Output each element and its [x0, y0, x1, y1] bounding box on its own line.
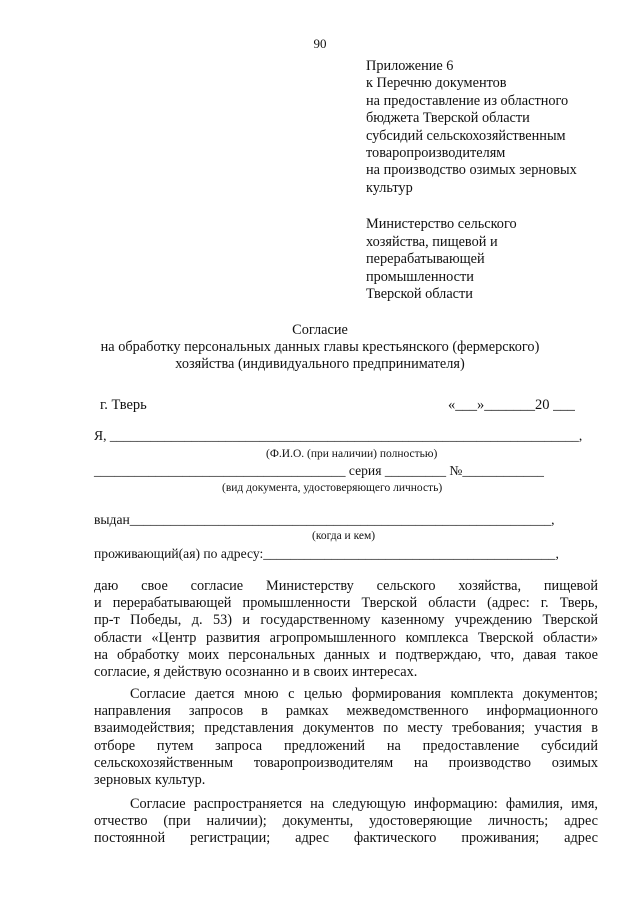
appendix-line: на производство озимых зерновых [366, 162, 577, 179]
paragraph-line: области «Центр развития агропромышленного комплекса Тверской области» [94, 629, 598, 646]
scope-paragraph [94, 796, 598, 848]
addressee-line: Тверской области [366, 286, 473, 303]
full-name-field: Я, _____________________________________________________________________, [94, 428, 583, 443]
document-title [0, 322, 640, 374]
paragraph-line: направления запросов в рамках межведомственного информационного [94, 703, 598, 720]
appendix-line: Приложение 6 [366, 58, 454, 74]
paragraph-line: пр-т Победы, д. 53) и государственному казенному учреждению Тверской [94, 612, 598, 629]
date-field: «___»_______20 ___ [448, 397, 575, 413]
paragraph-line: отборе путем запроса предложений на предоставление субсидий [94, 737, 598, 754]
appendix-header [366, 58, 626, 197]
paragraph-line: взаимодействия; представления документов по месту требования; участия в [94, 720, 598, 737]
id-document-field: _____________________________________ серия _________ №____________ [94, 463, 544, 478]
paragraph-line: даю свое согласие Министерству сельского хозяйства, пищевой [94, 578, 598, 594]
page-number: 90 [313, 36, 327, 51]
address-field: проживающий(ая) по адресу:___________________________________________, [94, 546, 559, 561]
appendix-line: на предоставление из областного [366, 92, 569, 109]
paragraph-line: зерновых культур. [94, 772, 206, 789]
paragraph-line: сельскохозяйственным товаропроизводителям на производство озимых [94, 754, 598, 771]
title-line: хозяйства (индивидуального предпринимателя) [175, 356, 465, 373]
paragraph-line: Согласие дается мною с целью формирования комплекта документов; [130, 686, 598, 702]
issued-by-field: выдан______________________________________________________________, [94, 512, 555, 527]
appendix-line: культур [366, 179, 413, 196]
purpose-paragraph [94, 686, 598, 789]
full-name-caption: (Ф.И.О. (при наличии) полностью) [266, 448, 438, 460]
appendix-line: бюджета Тверской области [366, 110, 530, 127]
addressee-line: Министерство сельского [366, 216, 517, 232]
title-line: Согласие [292, 322, 348, 338]
paragraph-line: постоянной регистрации; адрес фактического проживания; адрес [94, 830, 598, 847]
paragraph-line: согласие, я действую осознанно и в своих интересах. [94, 664, 418, 681]
paragraph-line: и перерабатывающей промышленности Тверской области (адрес: г. Тверь, [94, 595, 598, 612]
addressee-line: перерабатывающей [366, 251, 485, 268]
paragraph-line: отчество (при наличии); документы, удостоверяющие личность; адрес [94, 813, 598, 830]
paragraph-line: на обработку моих персональных данных и подтверждаю, что, давая такое [94, 646, 598, 663]
addressee-line: хозяйства, пищевой и [366, 233, 498, 250]
appendix-line: товаропроизводителям [366, 145, 506, 162]
appendix-line: к Перечню документов [366, 75, 507, 92]
title-line: на обработку персональных данных главы крестьянского (фермерского) [100, 339, 540, 356]
addressee-line: промышленности [366, 268, 474, 285]
paragraph-line: Согласие распространяется на следующую информацию: фамилия, имя, [130, 796, 598, 812]
consent-paragraph [94, 578, 598, 681]
id-document-caption: (вид документа, удостоверяющего личность) [222, 482, 443, 494]
city: г. Тверь [100, 397, 147, 413]
issued-by-caption: (когда и кем) [312, 530, 376, 542]
addressee-block [366, 216, 626, 304]
appendix-line: субсидий сельскохозяйственным [366, 127, 566, 144]
